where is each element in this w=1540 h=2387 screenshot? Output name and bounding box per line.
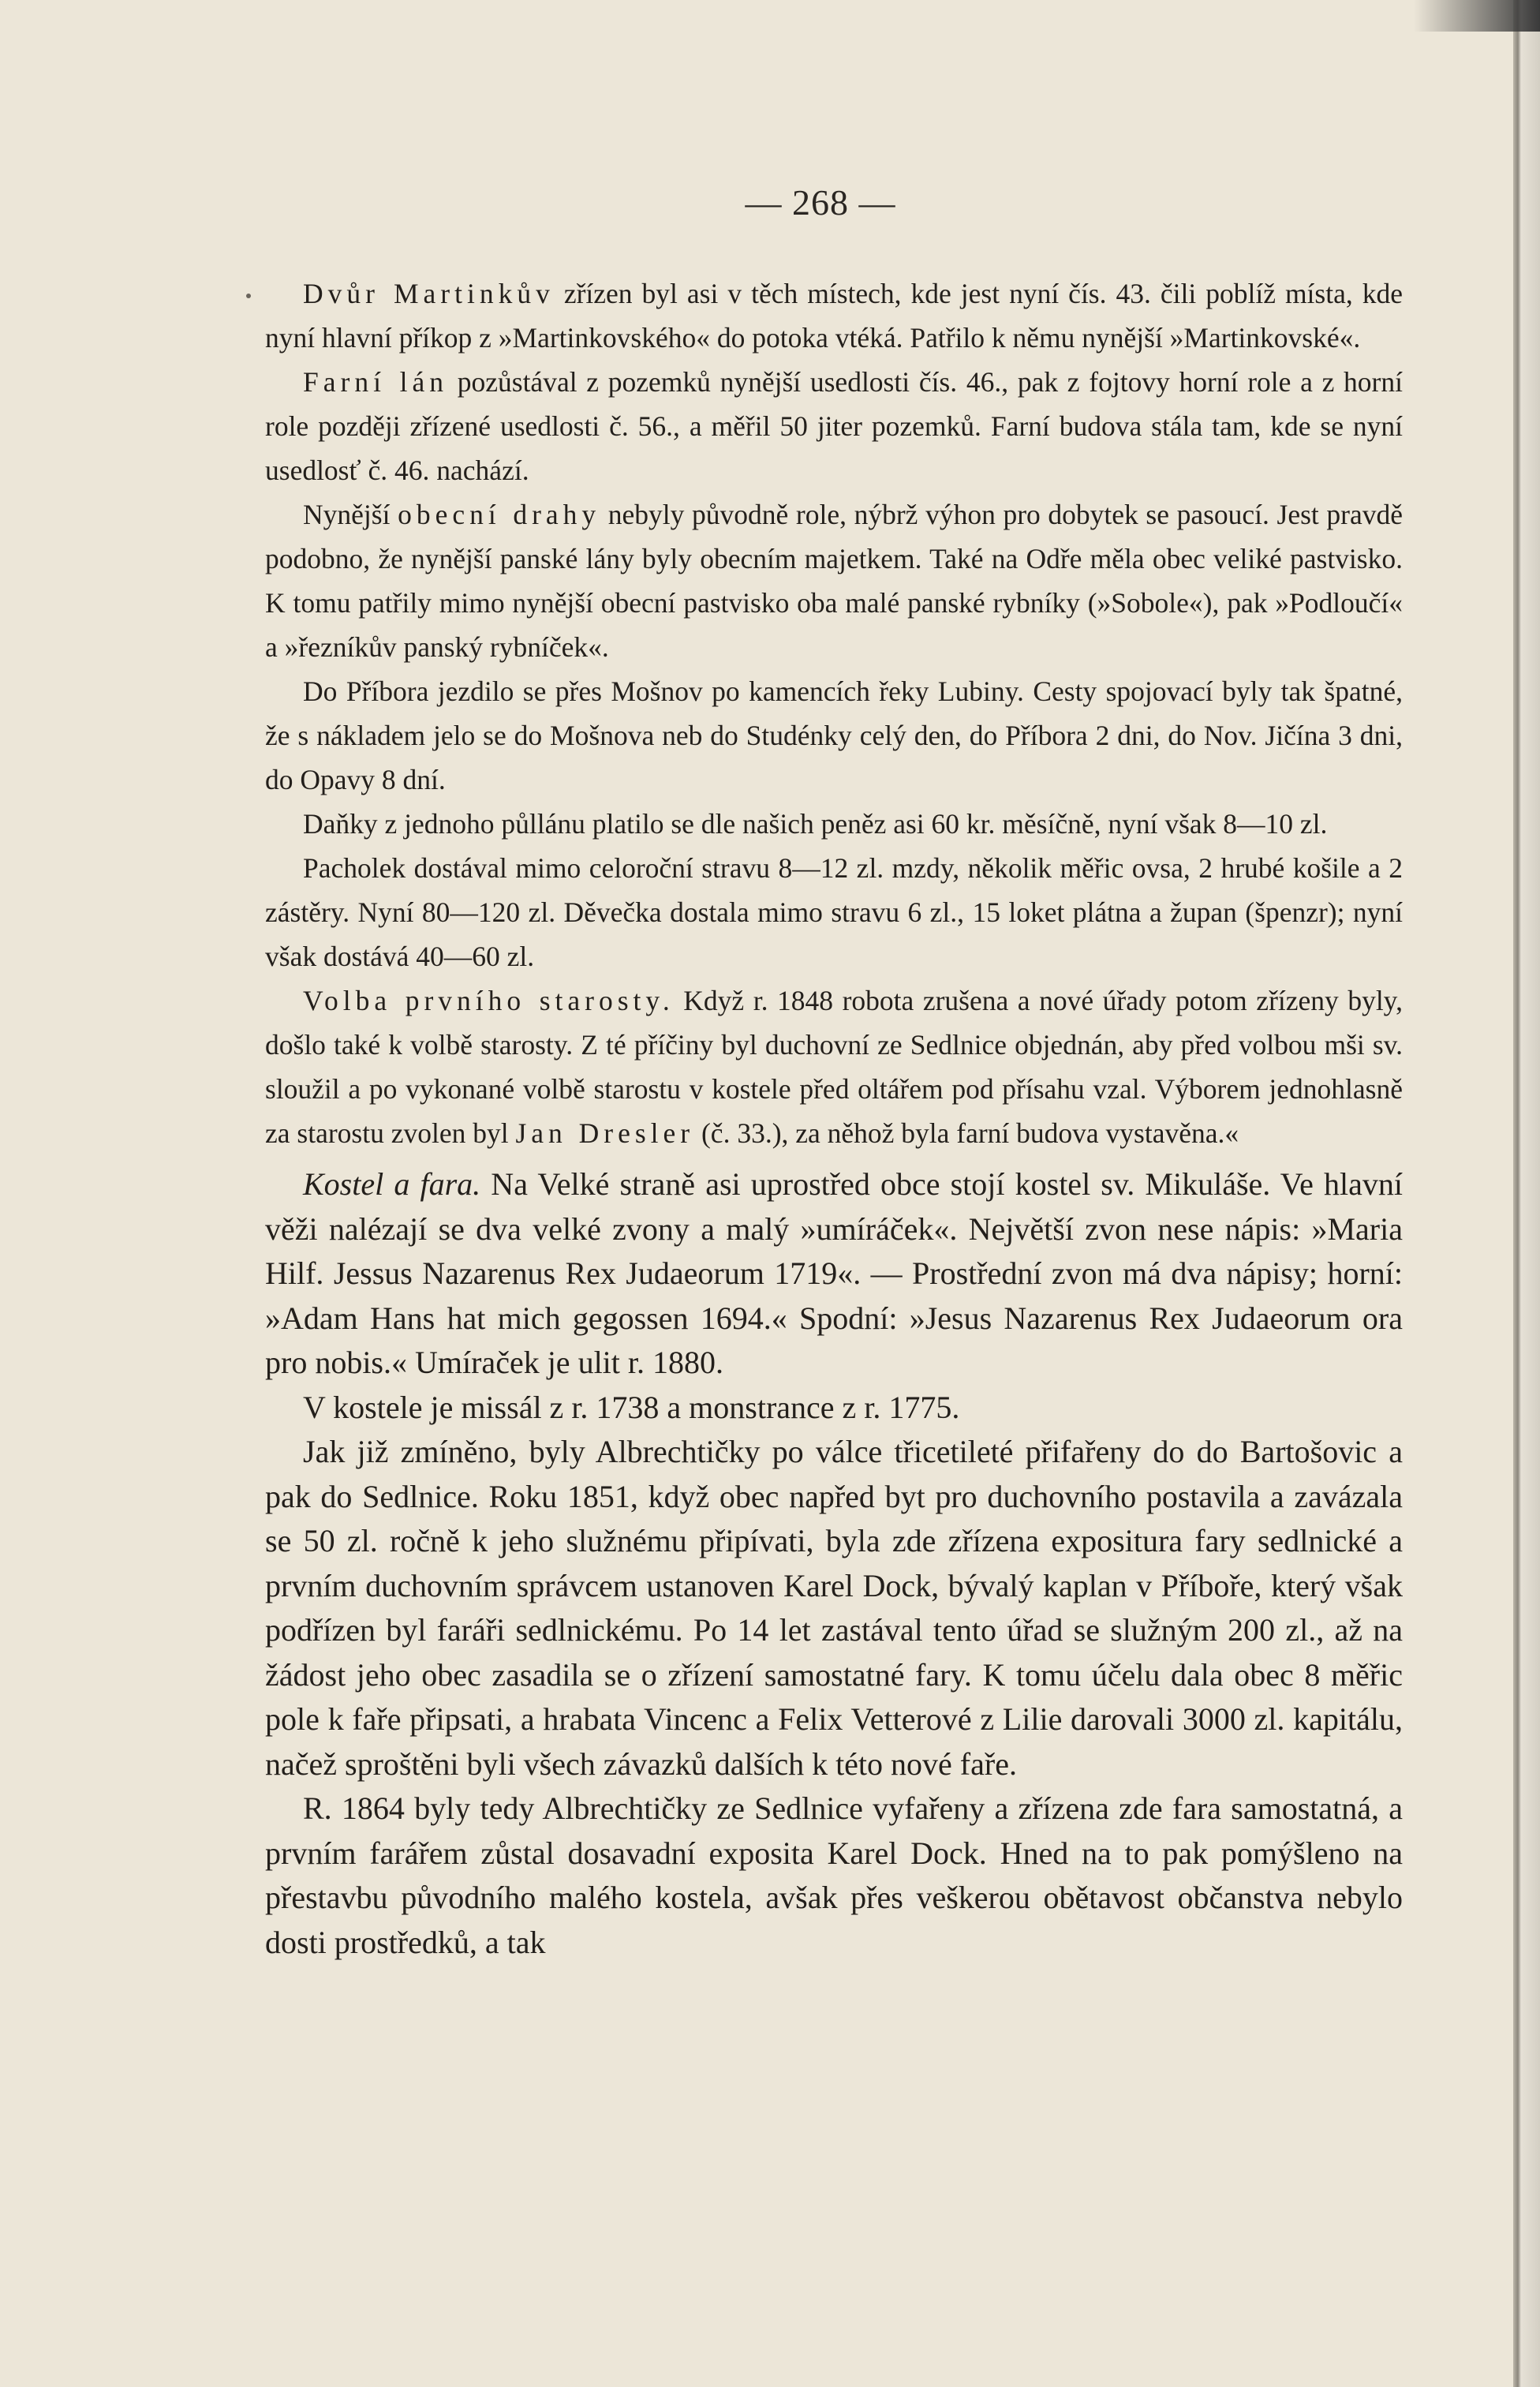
paragraph-dvur-martinkuv xyxy=(265,271,1403,360)
paragraph-danky xyxy=(265,802,1403,846)
paragraph-lead: obecní drahy xyxy=(398,499,601,530)
paragraph-text: Když r. 1848 robota zrušena a nové úřady potom zřízeny byly, došlo také k volbě starosty. Z té příčiny byl duchovní ze Sedlnice objednán, aby před volbou mši sv. sloužil a po vykonané volbě starostu v kostele před oltářem pod přísahu vzal. Výborem jednohlasně za starostu zvolen byl xyxy=(265,985,1404,1149)
paragraph-volba-starosty xyxy=(265,978,1403,1155)
paragraph-text: Pacholek dostával mimo celoroční stravu 8—12 zl. mzdy, několik měřic ovsa, 2 hrubé košile a 2 zástěry. Nyní 80—120 zl. Děvečka dostala mimo stravu 6 zl., 15 loket plátna a župan (špenzr); nyní však dostává 40—60 zl. xyxy=(265,852,1403,972)
paragraph-text: Do Příbora jezdilo se přes Mošnov po kamencích řeky Lubiny. Cesty spojovací byly tak špatné, že s nákladem jelo se do Mošnova neb do Studénky celý den, do Příbora 2 dni, do Nov. Jičína 3 dni, do Opavy 8 dní. xyxy=(265,675,1403,795)
paragraph-text: Na Velké straně asi uprostřed obce stojí kostel sv. Mikuláše. Ve hlavní věži nalézají se dva velké zvony a malý »umíráček«. Největší zvon nese nápis: »Maria Hilf. Jessus Nazarenus Rex Judaeorum 1719«. — Prostřední zvon má dva nápisy; horní: »Adam Hans hat mich gegossen 1694.« Spodní: »Jesus Nazarenus Rex Judaeorum ora pro nobis.« Umíraček je ulit r. 1880. xyxy=(265,1166,1403,1380)
paragraph-text: Jak již zmíněno, byly Albrechtičky po válce třicetileté přifařeny do do Bartošovic a pak do Sedlnice. Roku 1851, když obec napřed byt pro duchovního postavila a zavázala se 50 zl. ročně k jeho služnému připívati, byla zde zřízena expositura fary sedlnické a prvním duchovním správcem ustanoven Karel Dock, bývalý kaplan v Příboře, který však podřízen byl faráři sedlnickému. Po 14 let zastával tento úřad se služným 200 zl., až na žádost jeho obec zasadila se o zřízení samostatné fary. K tomu účelu dala obec 8 měřic pole k faře připsati, a hrabata Vincenc a Felix Vetterové z Lilie darovali 3000 zl. kapitálu, načež sproštěni byli všech závazků dalších k této nové faře. xyxy=(265,1434,1403,1782)
paragraph-missal xyxy=(265,1386,1403,1431)
paragraph-pacholek xyxy=(265,846,1403,978)
paragraph-obecni-drahy xyxy=(265,492,1403,669)
page-number: — 268 — xyxy=(745,182,896,223)
paragraph-tail: (č. 33.), za něhož byla farní budova vystavěna.« xyxy=(694,1117,1239,1149)
scan-shadow xyxy=(1414,0,1540,32)
paragraph-lead: Kostel a fara. xyxy=(303,1166,481,1202)
paragraph-cesty xyxy=(265,669,1403,802)
page-text xyxy=(265,271,1403,1965)
paragraph-kostel xyxy=(265,1162,1403,1386)
paragraph-text: nebyly původně role, nýbrž výhon pro dobytek se pasoucí. Jest pravdě podobno, že nynější panské lány byly obecním majetkem. Také na Odře měla obec veliké pastvisko. K tomu patřily mimo nynější obecní pastvisko oba malé panské rybníky (»Sobole«), pak »Podloučí« a »řezníkův panský rybníček«. xyxy=(265,499,1403,663)
page-edge xyxy=(1513,0,1540,2387)
paragraph-text: pozůstával z pozemků nynější usedlosti čís. 46., pak z fojtovy horní role a z horní role později zřízené usedlosti č. 56., a měřil 50 jiter pozemků. Farní budova stála tam, kde se nyní usedlosť č. 46. nachází. xyxy=(265,366,1403,486)
starosta-name: Jan Dresler xyxy=(515,1117,695,1149)
paragraph-expositura xyxy=(265,1430,1403,1787)
section-village-notes xyxy=(265,271,1403,1155)
paragraph-farni-lan xyxy=(265,360,1403,492)
paragraph-text: Daňky z jednoho půllánu platilo se dle našich peněz asi 60 kr. měsíčně, nyní však 8—10 zl. xyxy=(303,808,1328,840)
paragraph-pre: Nynější xyxy=(303,499,398,530)
paragraph-fara-samostatna xyxy=(265,1787,1403,1965)
paragraph-text: R. 1864 byly tedy Albrechtičky ze Sedlnice vyfařeny a zřízena zde fara samostatná, a prvním farářem zůstal dosavadní exposita Karel Dock. Hned na to pak pomýšleno na přestavbu původního malého kostela, avšak přes veškerou obětavost občanstva nebylo dosti prostředků, a tak xyxy=(265,1790,1403,1960)
paragraph-text: zřízen byl asi v těch místech, kde jest nyní čís. 43. čili poblíž místa, kde nyní hlavní příkop z »Martinkovského« do potoka vtéká. Patřilo k němu nynější »Martinkovské«. xyxy=(265,278,1403,354)
section-kostel-a-fara xyxy=(265,1162,1403,1965)
margin-mark xyxy=(246,294,251,298)
paragraph-lead: Farní lán xyxy=(303,366,449,398)
paragraph-lead: Dvůr Martinkův xyxy=(303,278,555,309)
paragraph-lead: Volba prvního starosty. xyxy=(303,985,675,1016)
paragraph-text: V kostele je missál z r. 1738 a monstrance z r. 1775. xyxy=(303,1389,960,1425)
